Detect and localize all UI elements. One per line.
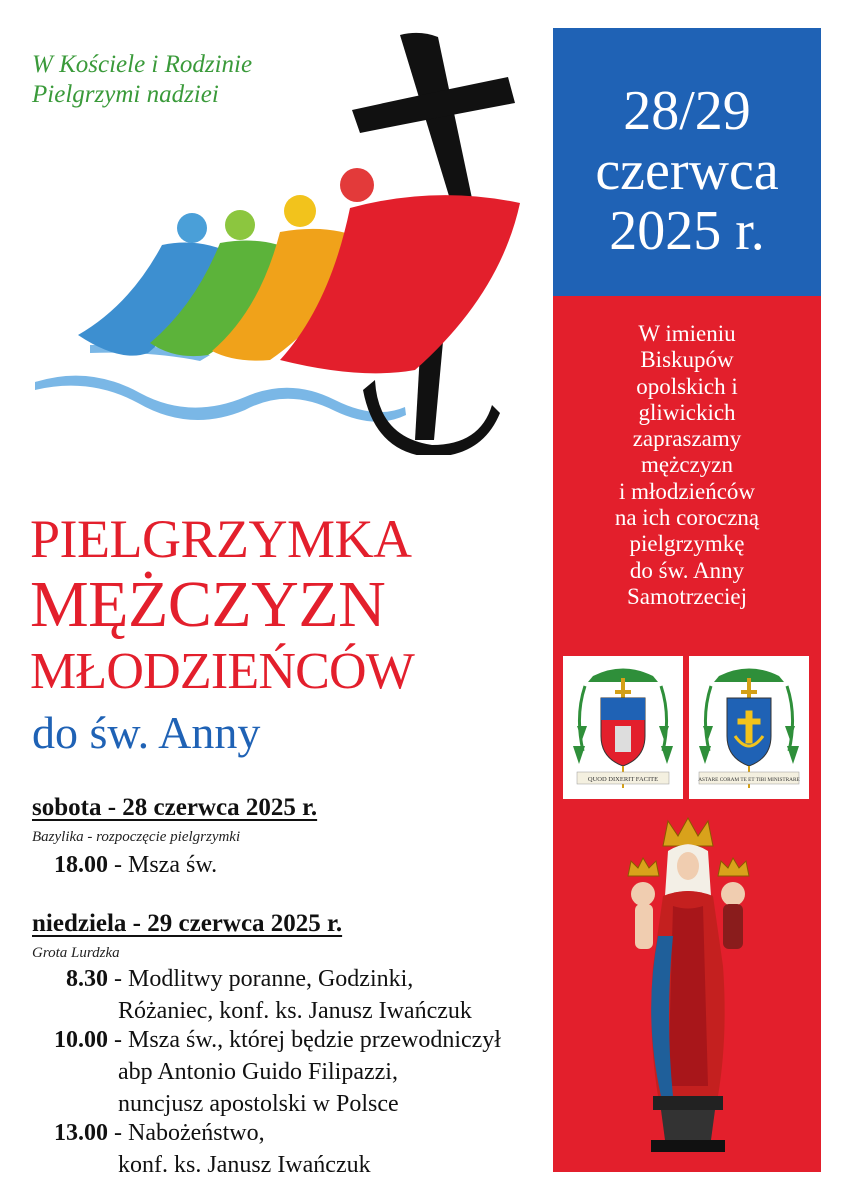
title-line-3: MŁODZIEŃCÓW [30,643,415,700]
invitation-line: do św. Anny [629,557,745,583]
invitation-line: pielgrzymkę [629,531,745,557]
item-time: 10.00 [54,1027,108,1053]
invitation-line: gliwickich [638,399,736,425]
item-text: - Msza św. [108,852,218,878]
invitation-line: W imieniu [638,321,736,346]
date-days: 28/29 [623,80,751,142]
invitation-panel [553,296,821,1172]
item-time: 13.00 [54,1120,108,1146]
date-year: 2025 r. [609,200,765,262]
day2-heading: niedziela - 29 czerwca 2025 r. [32,910,343,937]
day2-place: Grota Lurdzka [32,945,120,961]
item-time: 18.00 [54,852,108,878]
invitation-line: Samotrzeciej [626,583,748,609]
invitation-line: mężczyzn [641,452,733,478]
invitation-line: i młodzieńców [618,478,756,504]
invitation-text [553,321,821,610]
day1-place: Bazylika - rozpoczęcie pielgrzymki [32,829,241,845]
day1-item [30,849,217,881]
bishop-crest-opole [563,656,683,799]
invitation-line: na ich coroczną [614,505,760,531]
item-text: - Nabożeństwo, [108,1120,265,1146]
day1-heading: sobota - 28 czerwca 2025 r. [32,794,318,821]
bishop-crest-gliwice [689,656,809,799]
date-panel [553,28,821,296]
item-text: Różaniec, konf. ks. Janusz Iwańczuk [118,998,472,1024]
svg-text:QUOD DIXERIT FACITE: QUOD DIXERIT FACITE [587,776,659,783]
item-text: konf. ks. Janusz Iwańczuk [118,1152,371,1178]
title-line-4: do św. Anny [32,707,261,758]
invitation-line: Biskupów [640,347,734,373]
day2-item [30,963,472,1027]
day2-item [30,1117,371,1181]
date-month: czerwca [595,140,779,202]
st-anne-statue-image [623,816,753,1156]
pilgrimage-logo [30,25,540,455]
day2-item [30,1024,501,1120]
item-text: - Msza św., której będzie przewodniczył [108,1027,501,1053]
svg-text:ASTARE CORAM TE ET TIBI MINIST: ASTARE CORAM TE ET TIBI MINISTRARE [698,777,800,783]
wave-icon [35,376,406,422]
invitation-line: opolskich i [636,373,738,399]
item-text: abp Antonio Guido Filipazzi, [118,1059,398,1085]
title-line-1: PIELGRZYMKA [30,509,412,569]
item-time: 8.30 [66,966,108,992]
motto-line-1: W Kościele i Rodzinie [32,51,253,78]
item-text: nuncjusz apostolski w Polsce [118,1091,399,1117]
invitation-line: zapraszamy [632,426,742,452]
motto-line-2: Pielgrzymi nadziei [32,81,219,108]
item-text: - Modlitwy poranne, Godzinki, [108,966,414,992]
title-line-2: MĘŻCZYZN [30,568,386,641]
